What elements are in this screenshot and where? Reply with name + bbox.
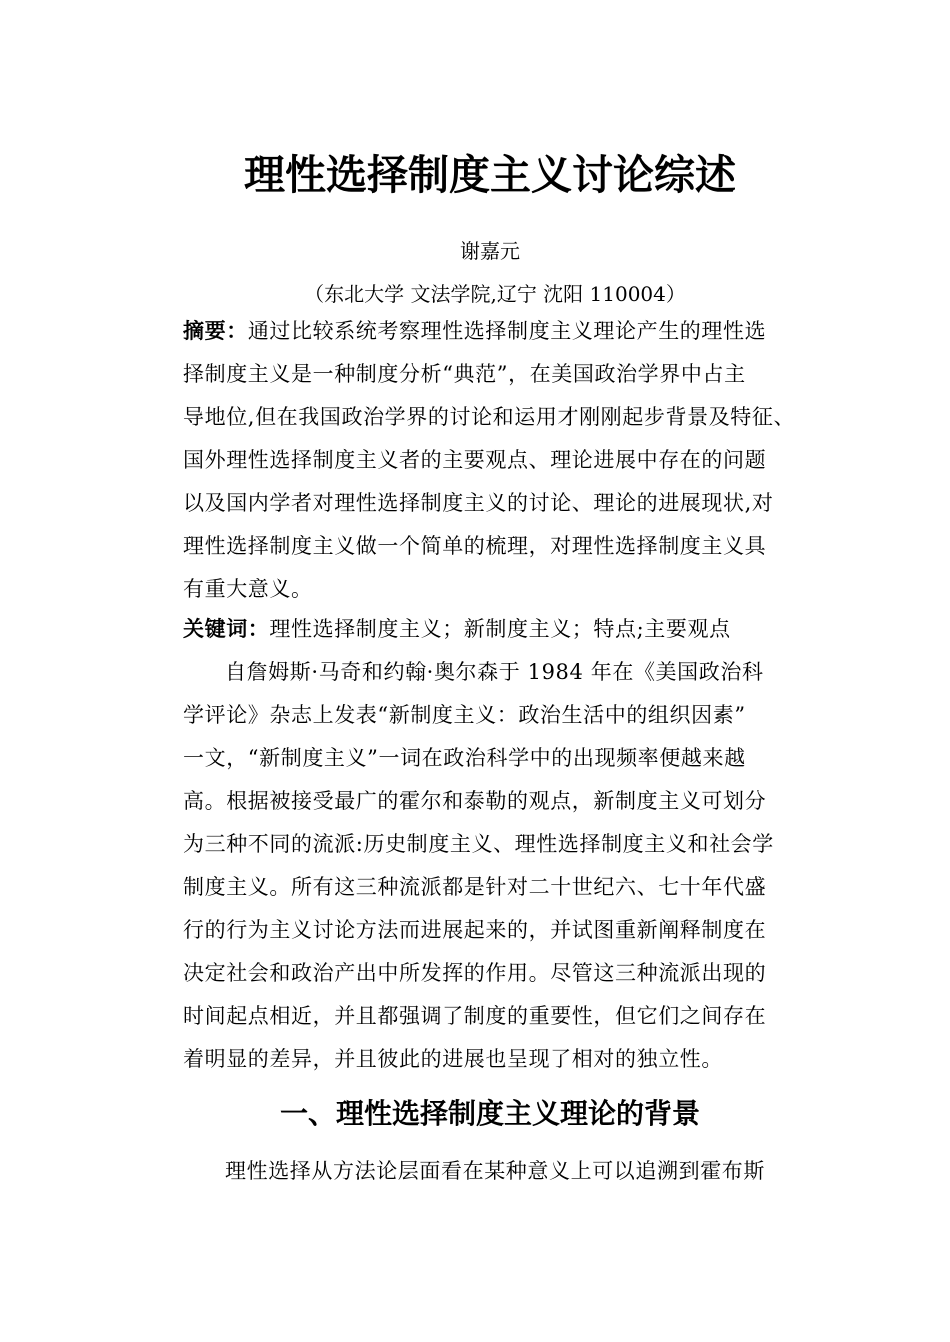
- body-text-line: 行的行为主义讨论方法而进展起来的，并试图重新阐释制度在: [183, 918, 767, 942]
- abstract-line: 导地位,但在我国政治学界的讨论和运用才刚刚起步背景及特征、: [183, 405, 796, 429]
- abstract-line: 理性选择制度主义做一个简单的梳理，对理性选择制度主义具: [183, 534, 767, 558]
- body-text-line: 为三种不同的流派:历史制度主义、理性选择制度主义和社会学: [183, 832, 774, 856]
- body-text-line: 决定社会和政治产出中所发挥的作用。尽管这三种流派出现的: [183, 961, 767, 985]
- keywords-text: 理性选择制度主义；新制度主义；特点;主要观点: [269, 617, 731, 641]
- keywords-label: 关键词：: [183, 617, 270, 641]
- abstract-line: 以及国内学者对理性选择制度主义的讨论、理论的进展现状,对: [183, 491, 774, 515]
- keywords-line: [183, 614, 823, 644]
- body-text-line: 学评论》杂志上发表“新制度主义：政治生活中的组织因素”: [183, 703, 746, 727]
- body-text-line: 一文，“新制度主义”一词在政治科学中的出现频率便越来越: [183, 746, 746, 770]
- abstract-line: 有重大意义。: [183, 577, 313, 601]
- body-text-line: 自詹姆斯·马奇和约翰·奥尔森于 1984 年在《美国政治科: [225, 660, 764, 684]
- abstract-text: 通过比较系统考察理性选择制度主义理论产生的理性选: [247, 319, 767, 343]
- document-title: 理性选择制度主义讨论综述: [244, 151, 736, 199]
- abstract-line: 国外理性选择制度主义者的主要观点、理论进展中存在的问题: [183, 448, 767, 472]
- abstract-label: 摘要：: [183, 319, 248, 343]
- body-text-line: 理性选择从方法论层面看在某种意义上可以追溯到霍布斯: [225, 1159, 765, 1183]
- body-text-line: 制度主义。所有这三种流派都是针对二十世纪六、七十年代盛: [183, 875, 767, 899]
- body-text-line: 着明显的差异，并且彼此的进展也呈现了相对的独立性。: [183, 1047, 723, 1071]
- abstract-line: 择制度主义是一种制度分析“典范”，在美国政治学界中占主: [183, 362, 746, 386]
- body-text-line: 高。根据被接受最广的霍尔和泰勒的观点，新制度主义可划分: [183, 789, 767, 813]
- author-name: 谢嘉元: [460, 239, 520, 263]
- abstract-line: [183, 316, 823, 346]
- author-affiliation: （东北大学 文法学院,辽宁 沈阳 110004）: [304, 282, 686, 306]
- body-text-line: 时间起点相近，并且都强调了制度的重要性，但它们之间存在: [183, 1004, 767, 1028]
- section-heading: 一、理性选择制度主义理论的背景: [279, 1097, 700, 1130]
